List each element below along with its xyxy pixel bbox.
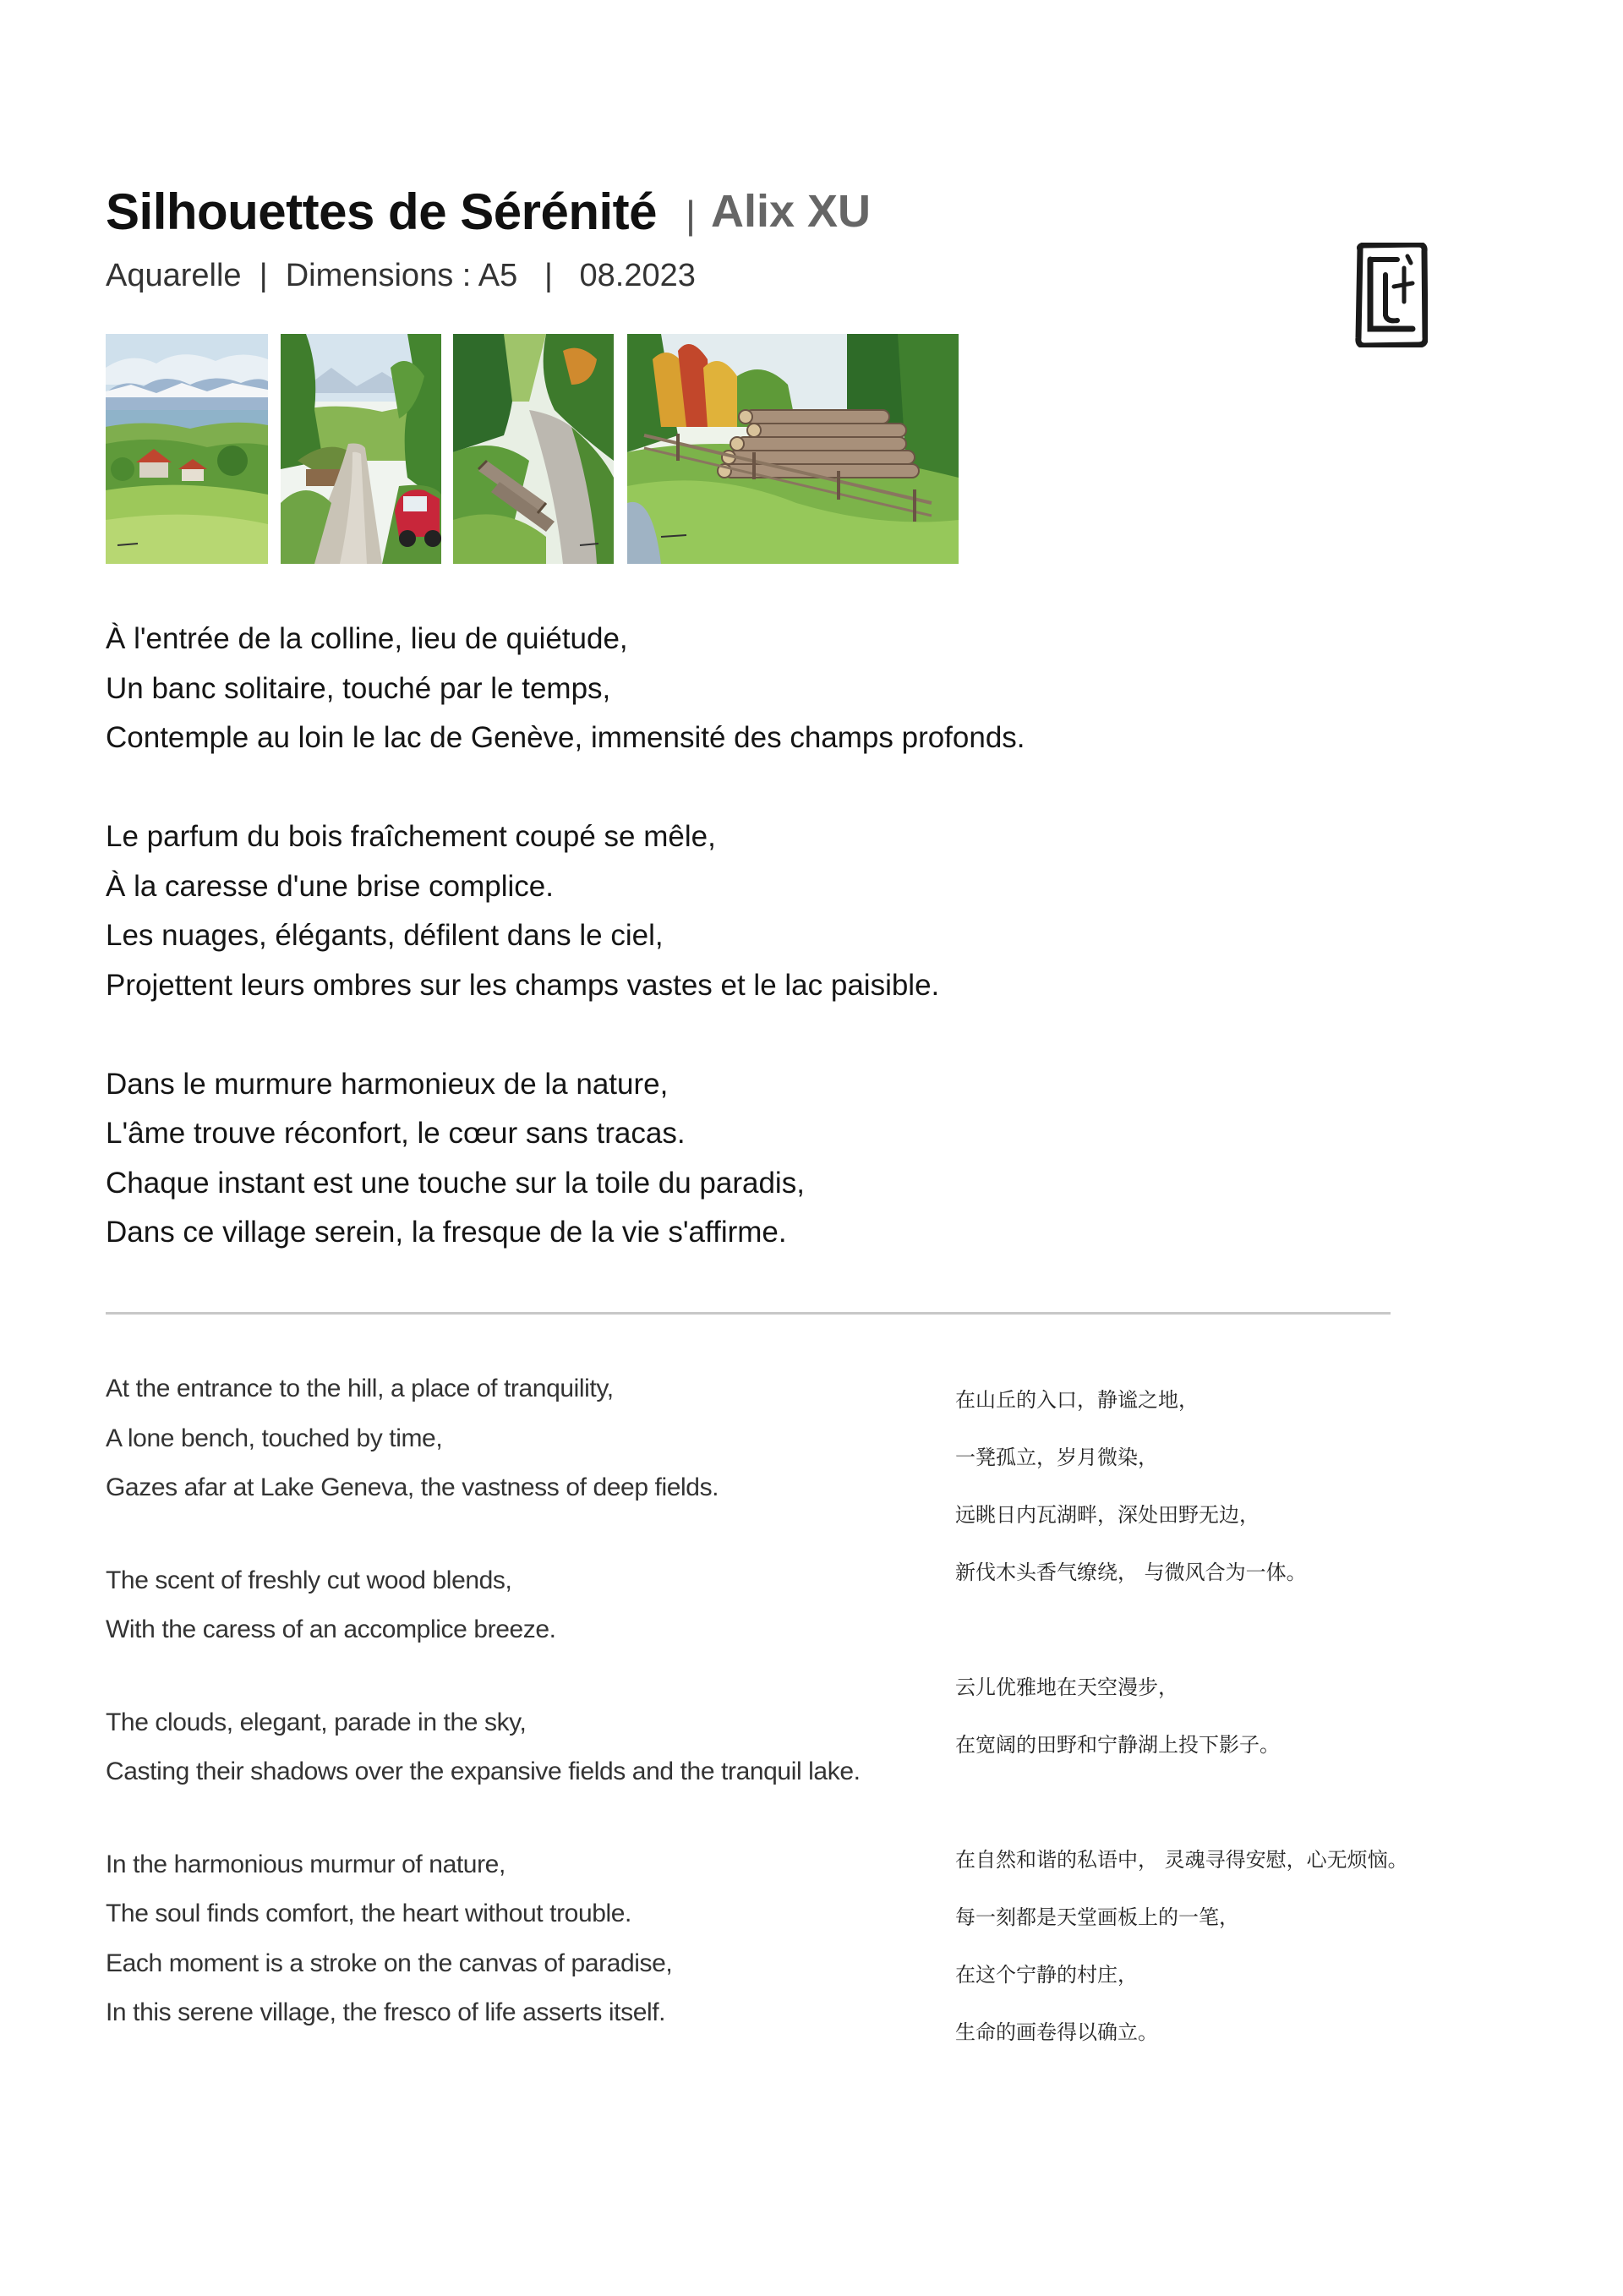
poem-line: 远眺日内瓦湖畔，深处田野无边， bbox=[955, 1503, 1260, 1527]
poem-line: 在这个宁静的村庄， bbox=[955, 1963, 1138, 1987]
title-row bbox=[106, 178, 871, 245]
poem-line: In this serene village, the fresco of life asserts itself. bbox=[106, 1998, 666, 2026]
poem-line: A lone bench, touched by time, bbox=[106, 1424, 443, 1452]
stanza-gap bbox=[106, 1797, 934, 1840]
artwork-meta bbox=[106, 258, 696, 294]
poem-english bbox=[106, 1364, 934, 2038]
stanza-gap bbox=[955, 1601, 1429, 1659]
stanza-gap bbox=[106, 1010, 1458, 1060]
artist-seal-icon bbox=[1355, 243, 1428, 347]
meta-separator: | bbox=[544, 258, 553, 293]
poem-line: Les nuages, élégants, défilent dans le ciel, bbox=[106, 919, 664, 952]
poem-line: Un banc solitaire, touché par le temps, bbox=[106, 671, 611, 705]
poem-line: 在宽阔的田野和宁静湖上投下影子。 bbox=[955, 1733, 1280, 1757]
country-road-painting bbox=[281, 334, 441, 564]
poem-line: Each moment is a stroke on the canvas of paradise, bbox=[106, 1949, 673, 1977]
poem-line: À la caresse d'une brise complice. bbox=[106, 869, 554, 903]
poem-line: L'âme trouve réconfort, le cœur sans tracas. bbox=[106, 1117, 686, 1150]
poem-line: À l'entrée de la colline, lieu de quiétude, bbox=[106, 622, 628, 655]
poem-line: Chaque instant est une touche sur la toile du paradis, bbox=[106, 1166, 805, 1200]
poem-line: The soul finds comfort, the heart without trouble. bbox=[106, 1900, 631, 1927]
poem-line: Dans le murmure harmonieux de la nature, bbox=[106, 1067, 669, 1101]
meta-date: 08.2023 bbox=[579, 258, 696, 293]
section-divider bbox=[106, 1312, 1391, 1315]
poem-line: 一凳孤立，岁月微染， bbox=[955, 1446, 1158, 1469]
stanza-gap bbox=[106, 1513, 934, 1556]
woodpile-painting bbox=[627, 334, 959, 564]
stanza-gap bbox=[106, 763, 1458, 813]
poem-line: Projettent leurs ombres sur les champs vastes et le lac paisible. bbox=[106, 968, 940, 1002]
poem-line: Gazes afar at Lake Geneva, the vastness of deep fields. bbox=[106, 1473, 719, 1501]
stanza-gap bbox=[106, 1655, 934, 1698]
poem-line: 新伐木头香气缭绕， 与微风合为一体。 bbox=[955, 1561, 1307, 1584]
lake-view-painting bbox=[106, 334, 268, 564]
poem-french bbox=[106, 615, 1458, 1258]
poem-line: Dans ce village serein, la fresque de la vie s'affirme. bbox=[106, 1216, 787, 1249]
poem-chinese bbox=[955, 1371, 1429, 2061]
meta-dimensions: Dimensions : A5 bbox=[285, 258, 518, 293]
stanza-gap bbox=[955, 1774, 1429, 1831]
artwork-title: Silhouettes de Sérénité bbox=[106, 183, 658, 240]
forest-bench-painting bbox=[453, 334, 614, 564]
poem-line: At the entrance to the hill, a place of tranquility, bbox=[106, 1375, 614, 1402]
poem-line: 在自然和谐的私语中， 灵魂寻得安慰，心无烦恼。 bbox=[955, 1848, 1408, 1872]
poem-line: 在山丘的入口，静谧之地， bbox=[955, 1388, 1199, 1412]
poem-line: 云儿优雅地在天空漫步， bbox=[955, 1676, 1178, 1699]
poem-line: Casting their shadows over the expansive fields and the tranquil lake. bbox=[106, 1758, 861, 1785]
author-name: Alix XU bbox=[710, 186, 872, 237]
poem-line: 每一刻都是天堂画板上的一笔， bbox=[955, 1905, 1239, 1929]
poem-line: Le parfum du bois fraîchement coupé se mêle, bbox=[106, 820, 716, 853]
meta-separator: | bbox=[259, 258, 268, 293]
poem-line: 生命的画卷得以确立。 bbox=[955, 2020, 1158, 2044]
meta-medium: Aquarelle bbox=[106, 258, 242, 293]
title-separator: | bbox=[686, 193, 696, 237]
poem-line: With the caress of an accomplice breeze. bbox=[106, 1615, 556, 1643]
poem-line: The scent of freshly cut wood blends, bbox=[106, 1566, 512, 1594]
poem-line: The clouds, elegant, parade in the sky, bbox=[106, 1708, 527, 1736]
poem-line: Contemple au loin le lac de Genève, immensité des champs profonds. bbox=[106, 721, 1025, 754]
poem-line: In the harmonious murmur of nature, bbox=[106, 1850, 505, 1878]
